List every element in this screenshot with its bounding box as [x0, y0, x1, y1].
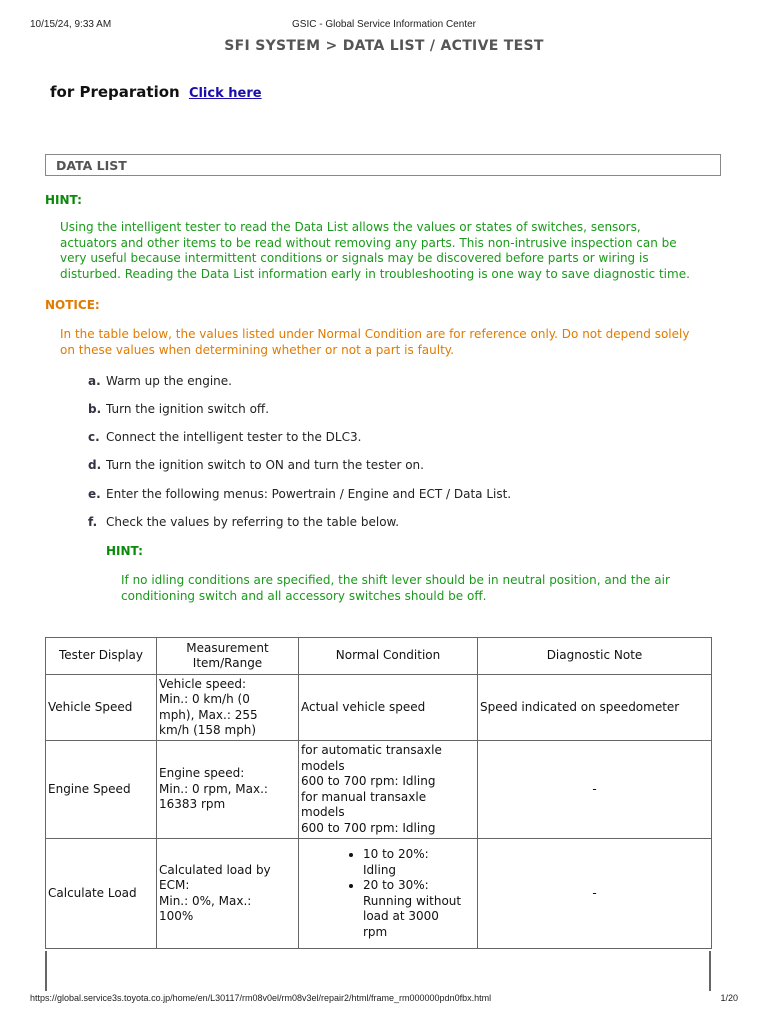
step-text: Check the values by referring to the table below. — [106, 515, 400, 529]
measurement-cell — [157, 741, 299, 839]
cell-line: 600 to 700 rpm: Idling — [301, 820, 436, 835]
column-header: Measurement Item/Range — [157, 638, 299, 675]
cell-line: models — [301, 805, 345, 819]
step-letter: e. — [88, 487, 101, 501]
measurement-cell — [157, 839, 299, 949]
cell-line: Vehicle speed: — [159, 676, 247, 691]
step-text: Turn the ignition switch to ON and turn the tester on. — [106, 458, 424, 472]
diagnostic-note-cell: - — [478, 839, 712, 949]
print-site-title: GSIC - Global Service Information Center — [292, 19, 476, 30]
step-letter: c. — [88, 430, 100, 444]
tester-display-cell: Calculate Load — [46, 839, 157, 949]
hint-line: actuators and other items to be read without removing any parts. This non-intrusive inspection can be — [60, 235, 677, 250]
step-item — [88, 458, 424, 472]
page-title: SFI SYSTEM > DATA LIST / ACTIVE TEST — [224, 38, 544, 54]
preparation-label: for Preparation — [50, 83, 180, 101]
notice-line: In the table below, the values listed under Normal Condition are for reference only. Do not depend solely — [60, 327, 690, 341]
cell-line: for manual transaxle — [301, 789, 427, 804]
cell-line: rpm — [363, 924, 388, 939]
print-datetime: 10/15/24, 9:33 AM — [30, 19, 112, 30]
hint-line: conditioning switch and all accessory switches should be off. — [121, 588, 487, 603]
data-list-table — [45, 637, 712, 949]
hint-line: Using the intelligent tester to read the Data List allows the values or states of switches, sensors, — [60, 220, 641, 234]
notice-paragraph — [60, 327, 689, 358]
table-border-continuation — [45, 951, 47, 991]
step-text: Connect the intelligent tester to the DLC3. — [106, 430, 362, 444]
cell-line: Min.: 0 km/h (0 — [159, 692, 250, 706]
cell-line: 600 to 700 rpm: Idling — [301, 774, 436, 788]
tester-display-cell: Vehicle Speed — [46, 675, 157, 741]
print-url: https://global.service3s.toyota.co.jp/home/en/L30117/rm08v0el/rm08v3el/repair2/html/frame_rm000000pdn0fbx.html — [30, 993, 492, 1003]
step-letter: d. — [88, 458, 102, 472]
step-letter: f. — [88, 515, 98, 529]
cell-line: mph), Max.: 255 — [159, 707, 258, 722]
table-border-continuation — [709, 951, 711, 991]
hint-line: disturbed. Reading the Data List information early in troubleshooting is one way to save diagnostic time. — [60, 266, 690, 281]
diagnostic-note-cell: Speed indicated on speedometer — [478, 675, 712, 741]
cell-line: 100% — [159, 909, 194, 923]
column-header: Normal Condition — [299, 638, 478, 675]
section-title: DATA LIST — [56, 158, 127, 173]
table-header-row — [46, 638, 712, 675]
step-text: Warm up the engine. — [106, 374, 232, 388]
preparation-line — [50, 83, 262, 101]
cell-line: • 20 to 30%: — [363, 878, 429, 892]
cell-line: 16383 rpm — [159, 797, 226, 812]
notice-label: NOTICE: — [45, 298, 100, 312]
step-item — [88, 487, 511, 501]
cell-line: for automatic transaxle — [301, 743, 442, 757]
page-number: 1/20 — [720, 993, 738, 1003]
hint-label-2: HINT: — [106, 544, 143, 558]
cell-line: load at 3000 — [363, 909, 439, 923]
step-letter: a. — [88, 374, 101, 388]
normal-condition-cell: Actual vehicle speed — [299, 675, 478, 741]
cell-line: Engine speed: — [159, 766, 245, 781]
step-text: Enter the following menus: Powertrain / Engine and ECT / Data List. — [106, 487, 512, 501]
tester-display-cell: Engine Speed — [46, 741, 157, 839]
hint-paragraph-2 — [121, 573, 670, 604]
cell-line: • 10 to 20%: — [363, 847, 429, 861]
step-item — [88, 515, 399, 529]
bullet-list — [347, 847, 475, 940]
hint-paragraph — [60, 220, 690, 282]
cell-line: Calculated load by — [159, 862, 271, 877]
cell-line: Idling — [363, 862, 397, 877]
hint-line: very useful because intermittent conditions or signals may be discovered before parts or wiring is — [60, 251, 649, 265]
column-header: Diagnostic Note — [478, 638, 712, 675]
step-letter: b. — [88, 402, 102, 416]
cell-line: Min.: 0 rpm, Max.: — [159, 781, 268, 796]
measurement-cell — [157, 675, 299, 741]
step-item — [88, 374, 232, 388]
print-footer — [0, 993, 768, 1013]
cell-line: ECM: — [159, 878, 190, 892]
hint-label: HINT: — [45, 193, 82, 207]
section-header-box — [45, 154, 721, 176]
step-item — [88, 402, 269, 416]
list-item — [363, 878, 475, 940]
step-text: Turn the ignition switch off. — [106, 402, 270, 416]
step-item — [88, 430, 361, 444]
table-row — [46, 675, 712, 741]
preparation-link[interactable]: Click here — [188, 86, 262, 101]
normal-condition-cell — [299, 839, 478, 949]
table-row — [46, 839, 712, 949]
notice-line: on these values when determining whether or not a part is faulty. — [60, 342, 455, 357]
normal-condition-cell — [299, 741, 478, 839]
cell-line: Running without — [363, 893, 462, 908]
diagnostic-note-cell: - — [478, 741, 712, 839]
cell-line: models — [301, 758, 345, 773]
hint-line: If no idling conditions are specified, the shift lever should be in neutral position, and the air — [121, 573, 670, 587]
cell-line: km/h (158 mph) — [159, 723, 257, 737]
column-header: Tester Display — [46, 638, 157, 675]
table-row — [46, 741, 712, 839]
print-header — [0, 0, 768, 30]
list-item — [363, 847, 475, 878]
cell-line: Min.: 0%, Max.: — [159, 893, 252, 908]
